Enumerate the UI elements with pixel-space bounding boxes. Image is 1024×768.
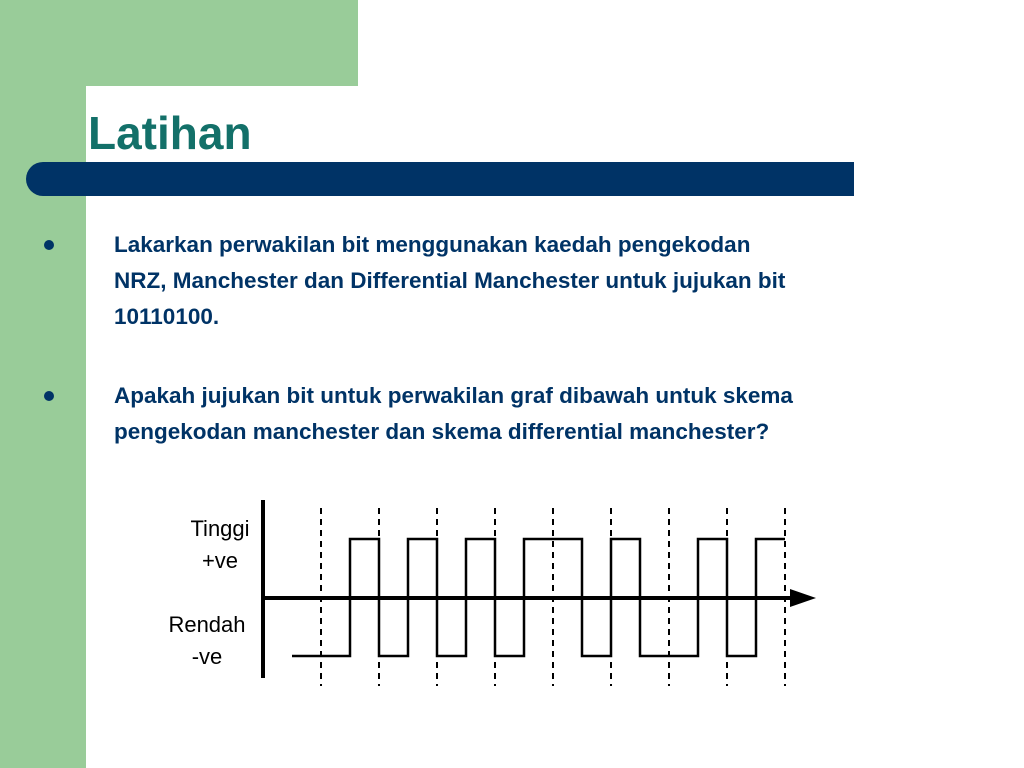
bullet-1-line-2: NRZ, Manchester dan Differential Manchester untuk jujukan bit: [114, 268, 786, 293]
axis-arrowhead: [790, 589, 816, 607]
bullet-2-line-1: Apakah jujukan bit untuk perwakilan graf dibawah untuk skema: [114, 383, 793, 408]
bullet-1-line-3: 10110100.: [114, 304, 220, 329]
label-negative: -ve: [191, 644, 223, 669]
slide-title: Latihan: [88, 107, 252, 159]
bullet-1-line-1: Lakarkan perwakilan bit menggunakan kaedah pengekodan: [114, 232, 751, 257]
label-rendah: Rendah: [168, 612, 246, 637]
label-tinggi: Tinggi: [190, 516, 250, 541]
bullet-2-line-2: pengekodan manchester dan skema differential manchester?: [114, 419, 770, 444]
label-positive: +ve: [201, 548, 239, 573]
